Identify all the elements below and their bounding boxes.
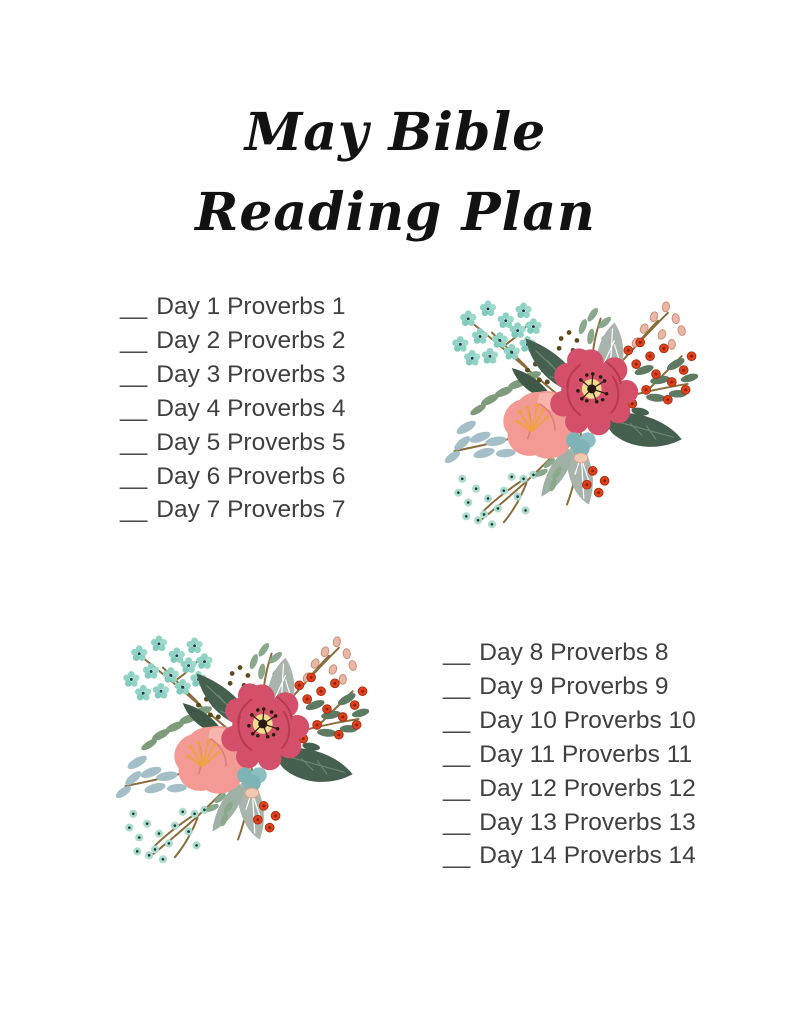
checkbox-blank: __ (443, 706, 471, 734)
checkbox-blank: __ (443, 672, 471, 700)
list-item-label: Day 5 Proverbs 5 (156, 428, 346, 456)
reading-checklist-week2 (443, 636, 696, 873)
list-item-label: Day 10 Proverbs 10 (479, 706, 696, 734)
list-item (443, 738, 696, 772)
list-item (443, 704, 696, 738)
reading-checklist-week1 (120, 290, 346, 527)
list-item (443, 636, 696, 670)
list-item-label: Day 2 Proverbs 2 (156, 326, 346, 354)
list-item (120, 392, 346, 426)
page-title (0, 93, 791, 253)
list-item (443, 670, 696, 704)
list-item-label: Day 7 Proverbs 7 (156, 496, 346, 524)
floral-bouquet-illustration (432, 293, 710, 545)
list-item-label: Day 1 Proverbs 1 (156, 293, 346, 320)
list-item (120, 493, 346, 527)
list-item (120, 324, 346, 358)
list-item-label: Day 3 Proverbs 3 (156, 360, 346, 388)
checkbox-blank: __ (120, 496, 148, 524)
checkbox-blank: __ (120, 394, 148, 422)
list-item-label: Day 14 Proverbs 14 (479, 842, 696, 870)
list-item-label: Day 4 Proverbs 4 (156, 394, 346, 422)
checkbox-blank: __ (120, 360, 148, 388)
page-title-line2: Reading Plan (195, 181, 596, 243)
list-item (120, 290, 346, 324)
list-item-label: Day 8 Proverbs 8 (479, 639, 669, 666)
list-item (443, 839, 696, 873)
list-item-label: Day 9 Proverbs 9 (479, 672, 669, 700)
list-item-label: Day 11 Proverbs 11 (479, 740, 693, 768)
page-title-line1: May Bible (244, 101, 547, 163)
checkbox-blank: __ (120, 462, 148, 490)
checkbox-blank: __ (120, 293, 148, 320)
checkbox-blank: __ (443, 842, 471, 870)
floral-bouquet-illustration (103, 628, 381, 880)
list-item (120, 358, 346, 392)
list-item (120, 426, 346, 460)
checkbox-blank: __ (120, 326, 148, 354)
list-item (120, 460, 346, 494)
checkbox-blank: __ (443, 639, 471, 666)
checkbox-blank: __ (443, 740, 471, 768)
list-item (443, 806, 696, 840)
list-item-label: Day 6 Proverbs 6 (156, 462, 346, 490)
checkbox-blank: __ (120, 428, 148, 456)
checkbox-blank: __ (443, 774, 471, 802)
list-item-label: Day 12 Proverbs 12 (479, 774, 696, 802)
list-item (443, 772, 696, 806)
list-item-label: Day 13 Proverbs 13 (479, 808, 696, 836)
checkbox-blank: __ (443, 808, 471, 836)
